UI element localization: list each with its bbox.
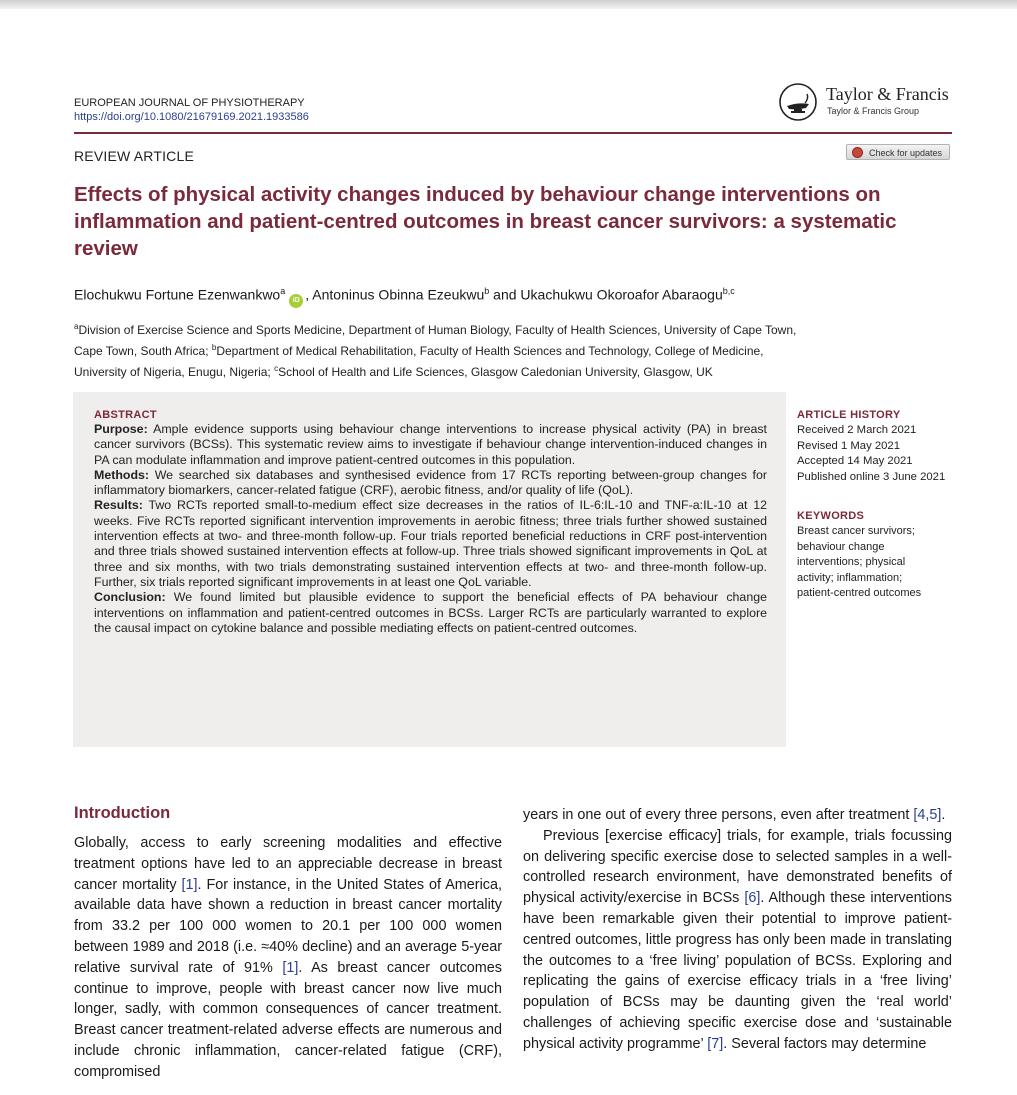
citation-link[interactable]: [1] bbox=[181, 876, 198, 893]
abstract-text: Two RCTs reported small-to-medium effect size decreases in the ratios of IL-6:IL-10 and TNF-a:IL-10 at 12 weeks. Five RCTs reported significant intervention improvements in aerobic fitness; three trials further showed sustained intervention effects at two- and three-month follow-up. Four trials reported beneficial reductions in CRF post-intervention and three trials showed sustained intervention effects at follow-up. Three trials showed significant improvements in QoL at three and six months, with two trials demonstrating sustained intervention effects at two- and three-month follow-up. Further, six trials reported significant improvements in at least one QoL variable. bbox=[94, 498, 767, 589]
introduction-text-left bbox=[74, 833, 502, 1083]
publisher-logo bbox=[778, 80, 958, 124]
abstract-label: Purpose: bbox=[94, 422, 148, 436]
affiliation-text: Department of Medical Rehabilitation, Faculty of Health Sciences and Technology, College of Medicine, bbox=[216, 344, 764, 358]
paragraph-text: . Several factors may determine bbox=[723, 1035, 927, 1052]
article-sidebar bbox=[797, 408, 957, 601]
paragraph bbox=[74, 833, 502, 1083]
paragraph-text: . As breast cancer outcomes continue to improve, people with breast cancer now live much longer, sadly, with common consequences of cancer treatment. Breast cancer treatment-related adverse effects are numerous and include chronic inflammation, cancer-related fatigue (CRF), compromised bbox=[74, 959, 502, 1080]
history-received: Received 2 March 2021 bbox=[797, 424, 917, 437]
author-affiliation-mark: b bbox=[484, 286, 490, 296]
affiliation-line bbox=[74, 339, 954, 360]
affiliation-text: School of Health and Life Sciences, Glasgow Caledonian University, Glasgow, UK bbox=[278, 365, 713, 379]
check-for-updates-button[interactable] bbox=[846, 144, 950, 160]
body-column-left bbox=[74, 802, 502, 1083]
author-separator: , bbox=[305, 286, 313, 303]
author-name: Antoninus Obinna Ezeukwu bbox=[312, 286, 485, 303]
article-title: Effects of physical activity changes induced by behaviour change interventions on inflammation and patient-centred outcomes in breast cancer survivors: a systematic review bbox=[74, 183, 897, 260]
author-separator: and bbox=[489, 286, 521, 303]
lamp-logo-icon bbox=[778, 82, 818, 122]
keyword-line: behaviour change bbox=[797, 540, 885, 553]
orcid-icon[interactable]: iD bbox=[289, 294, 303, 308]
introduction-text-right bbox=[523, 805, 952, 1055]
introduction-heading: Introduction bbox=[74, 804, 171, 822]
affiliation-line bbox=[74, 360, 954, 381]
paragraph-text: . bbox=[941, 807, 946, 823]
affiliation-mark: a bbox=[74, 322, 79, 331]
keywords-list bbox=[797, 524, 957, 601]
publisher-group: Taylor & Francis Group bbox=[827, 106, 920, 116]
header-divider bbox=[74, 132, 952, 134]
paragraph-text: . Although these interventions have been remarkable given their potential to improve patient-centred outcomes, little progress has only been made in translating the outcomes to a ‘free living’ population of BCSs. Exploring and replicating the gains of exercise efficacy trials in a ‘free living’ population of BCSs may be daunting given the ‘real world’ challenges of achieving specific exercise dose and ‘sustainable physical activity programme’ bbox=[523, 890, 952, 1052]
abstract-label: Results: bbox=[94, 498, 143, 513]
abstract-text: Ample evidence supports using behaviour change interventions to increase physical activity (PA) in breast cancer survivors (BCSs). This systematic review aims to investigate if behaviour change intervention-induced changes in PA can modulate inflammation and improve patient-centred outcomes in this population. bbox=[94, 422, 767, 467]
abstract-heading: ABSTRACT bbox=[94, 409, 157, 421]
abstract-label: Methods: bbox=[94, 467, 150, 482]
viewer-top-edge bbox=[0, 0, 1017, 9]
affiliation-text: Division of Exercise Science and Sports Medicine, Department of Human Biology, Faculty of Health Sciences, University of Cape Town, bbox=[78, 323, 797, 337]
author-name: Ukachukwu Okoroafor Abaraogu bbox=[520, 286, 723, 303]
keywords-heading: KEYWORDS bbox=[797, 510, 865, 523]
abstract-results bbox=[94, 498, 767, 590]
keywords-section bbox=[797, 509, 957, 601]
keyword-line: interventions; physical bbox=[797, 556, 906, 569]
author-affiliation-mark: b,c bbox=[722, 286, 735, 296]
citation-link[interactable]: [4,5] bbox=[913, 807, 942, 823]
paragraph-text: years in one out of every three persons, even after treatment bbox=[523, 807, 914, 823]
affiliation-line bbox=[74, 318, 954, 339]
citation-link[interactable]: [1] bbox=[282, 959, 299, 976]
doi-link[interactable]: https://doi.org/10.1080/21679169.2021.1933586 bbox=[74, 111, 309, 123]
abstract-conclusion bbox=[94, 590, 767, 636]
abstract-purpose bbox=[94, 422, 767, 468]
author-affiliation-mark: a bbox=[280, 286, 286, 296]
check-for-updates-label: Check for updates bbox=[869, 148, 943, 158]
history-published: Published online 3 June 2021 bbox=[797, 470, 946, 483]
journal-header bbox=[74, 96, 309, 124]
abstract bbox=[94, 408, 767, 636]
affiliation-mark: b bbox=[211, 343, 217, 352]
paragraph bbox=[523, 805, 952, 826]
history-revised: Revised 1 May 2021 bbox=[797, 439, 900, 452]
abstract-methods bbox=[94, 468, 767, 499]
paragraph bbox=[523, 826, 952, 1055]
article-type: REVIEW ARTICLE bbox=[74, 148, 195, 164]
affiliation-text: University of Nigeria, Enugu, Nigeria; bbox=[74, 365, 275, 379]
history-accepted: Accepted 14 May 2021 bbox=[797, 455, 913, 468]
publisher-name: Taylor & Francis bbox=[826, 84, 949, 104]
affiliation-text: Cape Town, South Africa; bbox=[74, 344, 212, 358]
abstract-label: Conclusion: bbox=[94, 590, 166, 605]
article-history-heading: ARTICLE HISTORY bbox=[797, 409, 901, 421]
affiliations bbox=[74, 318, 954, 381]
citation-link[interactable]: [7] bbox=[707, 1035, 724, 1052]
journal-name: EUROPEAN JOURNAL OF PHYSIOTHERAPY bbox=[74, 97, 305, 109]
author-list bbox=[74, 286, 944, 308]
abstract-text: We searched six databases and synthesised evidence from 17 RCTs reporting between-group changes for inflammatory biomarkers, cancer-related fatigue (CRF), aerobic fitness, and/or quality of life (QoL). bbox=[94, 467, 767, 498]
paragraph-text: Previous [exercise efficacy] trials, for example, trials focussing on delivering specific exercise dose to selected samples in a well-controlled research environment, have demonstrated benefits of physical activity/exercise in BCSs bbox=[523, 827, 952, 907]
citation-link[interactable]: [6] bbox=[744, 890, 761, 907]
body-column-right bbox=[523, 805, 952, 1055]
keyword-line: Breast cancer survivors; bbox=[797, 525, 915, 538]
keyword-line: activity; inflammation; bbox=[797, 571, 903, 584]
abstract-text: We found limited but plausible evidence to support the beneficial effects of PA behaviour change interventions on inflammation and patient-centred outcomes in BCSs. Larger RCTs are particularly warranted to explore the causal impact on cytokine balance and possible mediating effects on patient-centred outcomes. bbox=[94, 590, 767, 635]
author-name: Elochukwu Fortune Ezenwankwo bbox=[74, 286, 281, 303]
paragraph-text: Globally, access to early screening modalities and effective treatment options have led to an appreciable decrease in breast cancer mortality bbox=[74, 835, 502, 893]
paragraph-text: . For instance, in the United States of America, available data have shown a reduction in breast cancer mortality from 33.2 per 100 000 women to 20.1 per 100 000 women between 1989 and 2018 (i.e. ≈40% decline) and an average 5-year relative survival rate of 91% bbox=[74, 876, 502, 976]
keyword-line: patient-centred outcomes bbox=[797, 587, 922, 600]
affiliation-mark: c bbox=[274, 364, 279, 373]
bookmark-icon bbox=[852, 147, 863, 158]
